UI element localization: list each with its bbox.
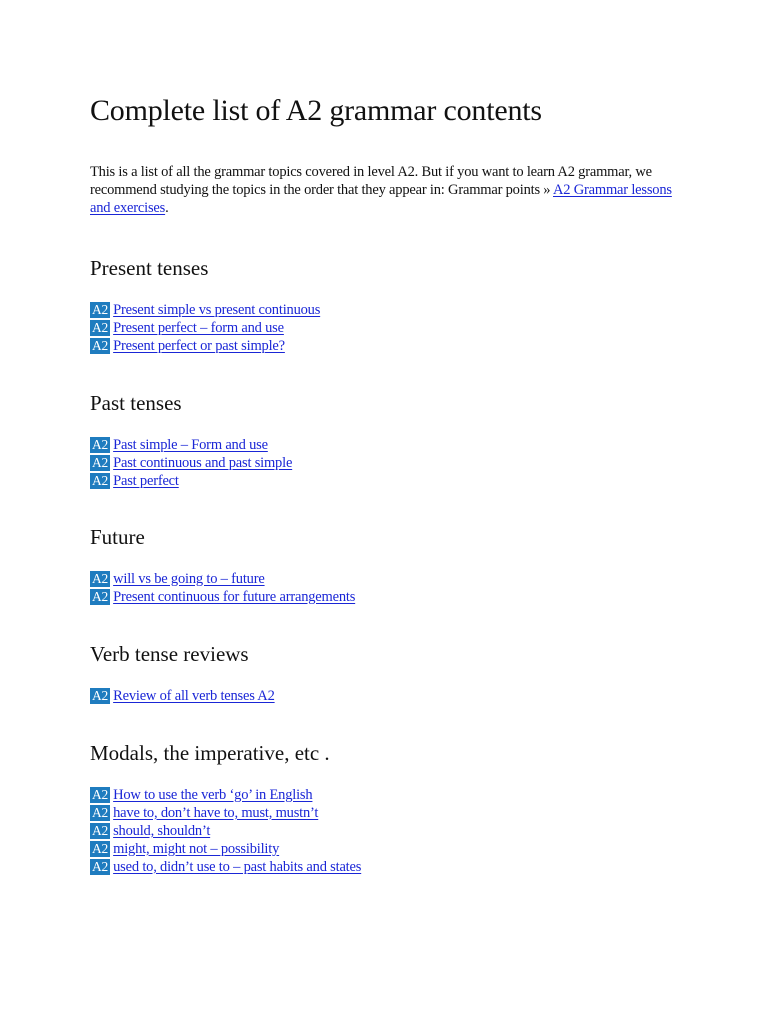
level-badge: A2: [92, 455, 109, 470]
topic-item: [90, 804, 690, 822]
page-title: Complete list of A2 grammar contents: [90, 94, 542, 127]
topic-item: [90, 472, 690, 490]
intro-text: This is a list of all the grammar topics covered in level A2. But if you want to learn A2 grammar, we recommend studying the topics in the order that they appear in: Grammar points »: [90, 164, 652, 198]
topic-link[interactable]: Review of all verb tenses A2: [113, 687, 275, 704]
level-badge: A2: [92, 571, 109, 586]
level-badge: A2: [92, 805, 109, 820]
topic-item: [90, 319, 690, 337]
section-heading: Past tenses: [90, 391, 182, 415]
intro-end: .: [165, 200, 169, 216]
topic-item: [90, 840, 690, 858]
level-badge: A2: [92, 841, 109, 856]
section-heading: Present tenses: [90, 256, 209, 280]
level-badge: A2: [92, 302, 109, 317]
section-verb-tense-reviews: [90, 641, 690, 705]
topic-list: [90, 301, 690, 355]
section-heading: Verb tense reviews: [90, 642, 249, 666]
topic-item: [90, 301, 690, 319]
topic-link[interactable]: Present simple vs present continuous: [113, 301, 321, 318]
topic-item: [90, 436, 690, 454]
topic-link[interactable]: used to, didn’t use to – past habits and states: [113, 858, 362, 875]
topic-link[interactable]: have to, don’t have to, must, mustn’t: [113, 804, 319, 821]
topic-link[interactable]: Past continuous and past simple: [113, 454, 293, 471]
section-future: [90, 524, 690, 606]
a2-grammar-lessons-link[interactable]: A2 Grammar lessons and exercises: [90, 182, 672, 216]
level-badge: A2: [92, 787, 109, 802]
level-badge: A2: [92, 437, 109, 452]
topic-item: [90, 687, 690, 705]
section-past-tenses: [90, 390, 690, 490]
level-badge: A2: [92, 688, 109, 703]
topic-item: [90, 858, 690, 876]
topic-link[interactable]: might, might not – possibility: [113, 840, 280, 857]
topic-item: [90, 454, 690, 472]
section-heading: Modals, the imperative, etc .: [90, 741, 330, 765]
level-badge: A2: [92, 473, 109, 488]
topic-link[interactable]: Past perfect: [113, 472, 179, 489]
topic-link[interactable]: should, shouldn’t: [113, 822, 211, 839]
intro-paragraph: [90, 163, 690, 217]
topic-item: [90, 337, 690, 355]
level-badge: A2: [92, 859, 109, 874]
topic-list: [90, 570, 690, 606]
level-badge: A2: [92, 320, 109, 335]
topic-link[interactable]: Past simple – Form and use: [113, 436, 268, 453]
topic-item: [90, 588, 690, 606]
section-present-tenses: [90, 255, 690, 355]
section-modals-imperative: [90, 740, 690, 876]
topic-link[interactable]: Present perfect – form and use: [113, 319, 284, 336]
level-badge: A2: [92, 823, 109, 838]
level-badge: A2: [92, 338, 109, 353]
topic-item: [90, 570, 690, 588]
topic-list: [90, 436, 690, 490]
topic-link[interactable]: How to use the verb ‘go’ in English: [113, 786, 313, 803]
topic-item: [90, 822, 690, 840]
topic-list: [90, 786, 690, 876]
topic-link[interactable]: will vs be going to – future: [113, 570, 265, 587]
topic-link[interactable]: Present continuous for future arrangements: [113, 588, 356, 605]
topic-link[interactable]: Present perfect or past simple?: [113, 337, 285, 354]
section-heading: Future: [90, 525, 145, 549]
topic-item: [90, 786, 690, 804]
level-badge: A2: [92, 589, 109, 604]
topic-list: [90, 687, 690, 705]
